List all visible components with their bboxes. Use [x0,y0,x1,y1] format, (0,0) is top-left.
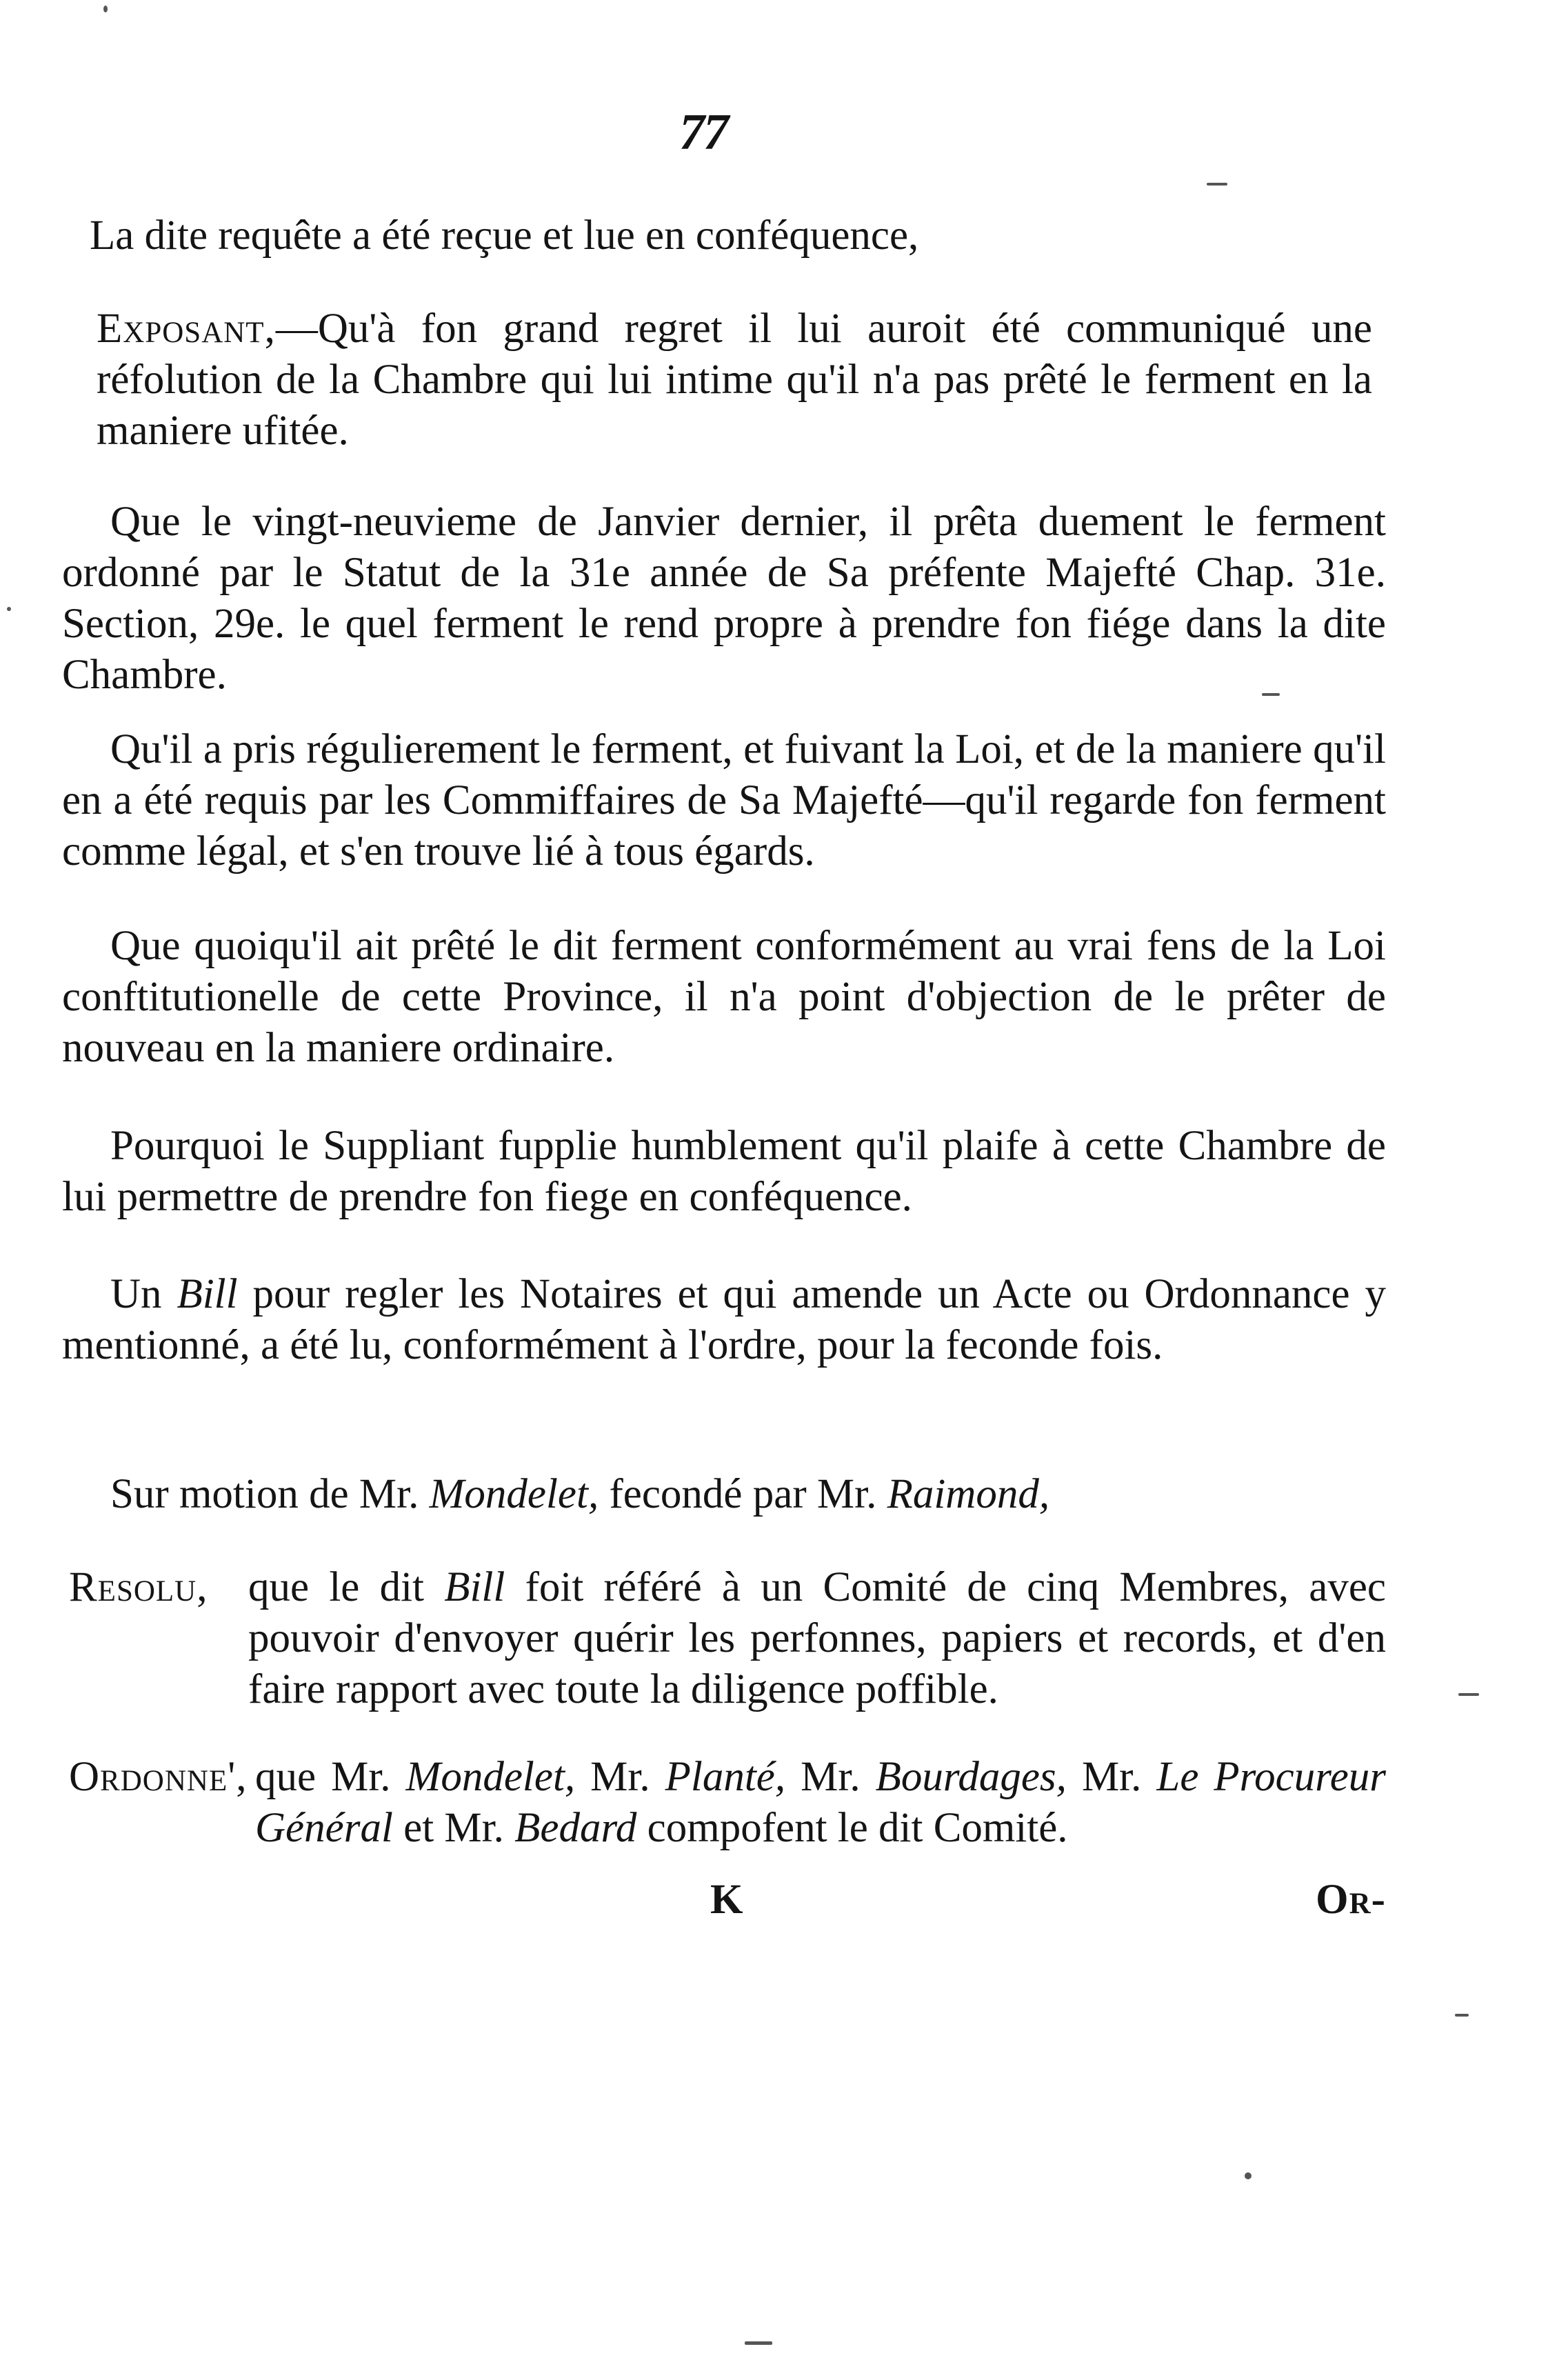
paragraph-oath-regular: Qu'il a pris régulierement le ferment, et fuivant la Loi, et de la maniere qu'il en a été requis par les Commiffaires de Sa Majefté—qu'il regarde fon ferment comme légal, et s'en trouve lié à tous égards. [62,726,1386,874]
exposant-label: Exposant, [97,306,276,352]
paragraph-oath-again: Que quoiqu'il ait prêté le dit ferment conformément au vrai fens de la Loi conftitutionelle de cette Province, il n'a point d'objection de le prêter de nouveau en la maniere ordinaire. [62,923,1386,1071]
paragraph-petition: Pourquoi le Suppliant fupplie humblement qu'il plaife à cette Chambre de lui permettre de prendre fon fiege en conféquence. [62,1123,1386,1220]
order-label: Ordonne', [69,1754,248,1800]
scan-speck [103,6,108,12]
page-footer [69,1876,1386,1931]
signature-mark: K [710,1877,743,1923]
resolution-block [69,1562,1386,1715]
scan-speck [1262,693,1280,696]
scan-speck [1458,1693,1479,1696]
scan-speck [745,2341,772,2345]
catchword: Or- [1316,1877,1386,1923]
scan-speck [1207,183,1227,186]
order-block [69,1752,1386,1854]
scan-speck [7,607,11,611]
paragraph-oath-date: Que le vingt-neuvieme de Janvier dernier, il prêta duement le ferment ordonné par le Statut de la 31e année de Sa préfente Majefté Chap. 31e. Section, 29e. le quel ferment le rend propre à prendre fon fiége dans la dite Chambre. [62,499,1386,698]
paragraph-motion: Sur motion de Mr. Mondelet, fecondé par Mr. Raimond, [110,1471,1050,1517]
paragraph-notaries-bill: Un Bill pour regler les Notaires et qui amende un Acte ou Ordonnance y mentionné, a été lu, conformément à l'ordre, pour la feconde fois. [62,1271,1386,1368]
paragraph-request-received: La dite requête a été reçue et lue en conféquence, [90,212,919,259]
exposant-text: —Qu'à fon grand regret il lui auroit été communiqué une réfolution de la Chambre qui lui intime qu'il n'a pas prêté le ferment en la maniere ufitée. [97,306,1372,454]
resolution-text: que le dit Bill foit référé à un Comité de cinq Membres, avec pouvoir d'envoyer quérir les perfonnes, papiers et records, et d'en faire rapport avec toute la diligence poffible. [248,1564,1386,1712]
scan-speck [1245,2172,1252,2179]
bill-word: Bill [177,1271,238,1317]
name-raimond: Raimond, [887,1471,1050,1517]
order-text: que Mr. Mondelet, Mr. Planté, Mr. Bourdages, Mr. Le Procureur Général et Mr. Bedard compofent le dit Comité. [255,1754,1387,1851]
paragraph-exposant [97,303,1372,457]
scan-speck [1455,2014,1469,2017]
resolution-label: Resolu, [69,1564,208,1610]
page-number: 77 [679,104,727,161]
name-mondelet: Mondelet, [429,1471,599,1517]
